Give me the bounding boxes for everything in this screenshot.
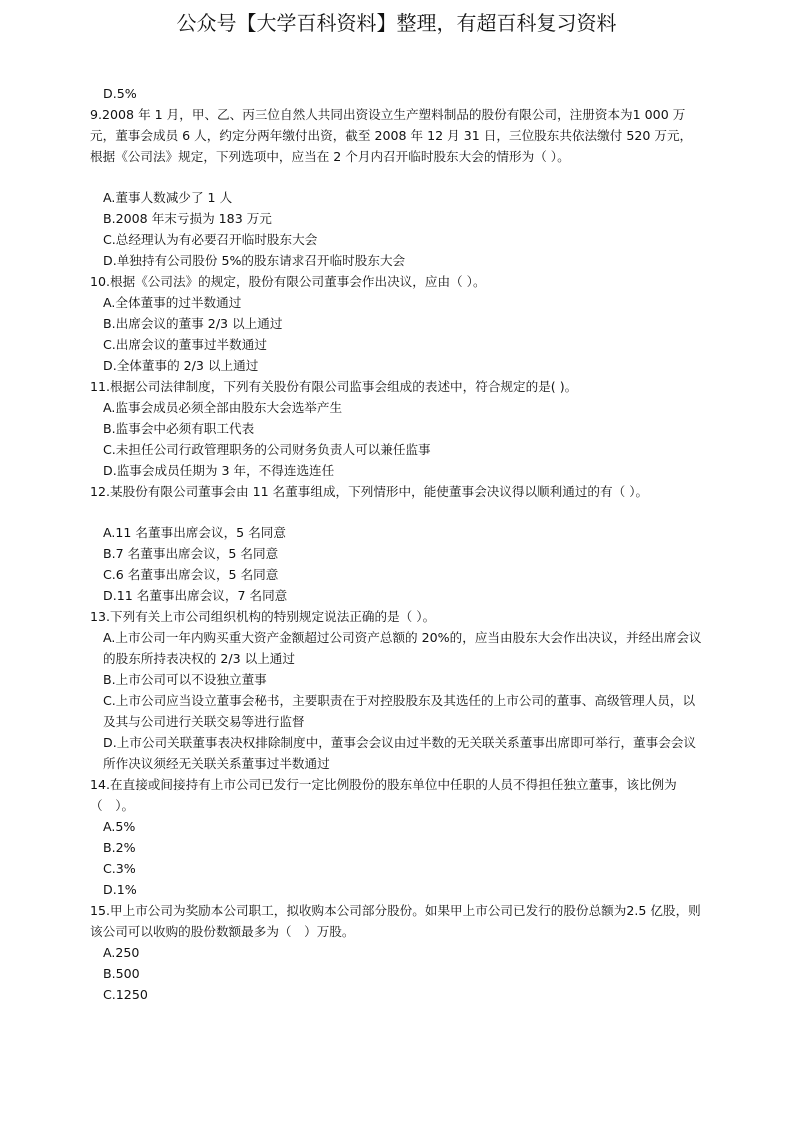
question-10-option-d: D.全体董事的 2/3 以上通过 xyxy=(103,358,259,373)
question-13-option-c: C.上市公司应当设立董事会秘书，主要职责在于对控股股东及其选任的上市公司的董事、高级管理人员，以及其与公司进行关联交易等进行监督 xyxy=(103,693,696,729)
question-12-option-d: D.11 名董事出席会议，7 名同意 xyxy=(103,588,288,603)
question-15-option-a: A.250 xyxy=(103,945,140,960)
question-9-option-a: A.董事人数减少了 1 人 xyxy=(103,190,233,205)
question-13-option-d: D.上市公司关联董事表决权排除制度中，董事会会议由过半数的无关联关系董事出席即可举行，董事会会议所作决议须经无关联关系董事过半数通过 xyxy=(103,735,697,771)
question-11-option-c: C.未担任公司行政管理职务的公司财务负责人可以兼任监事 xyxy=(103,442,431,457)
question-13-stem: 13.下列有关上市公司组织机构的特别规定说法正确的是（ ）。 xyxy=(90,609,436,624)
question-14-option-d: D.1% xyxy=(103,882,137,897)
question-13-option-a: A.上市公司一年内购买重大资产金额超过公司资产总额的 20%的，应当由股东大会作出决议，并经出席会议的股东所持表决权的 2/3 以上通过 xyxy=(103,630,702,666)
question-14-option-a: A.5% xyxy=(103,819,136,834)
question-14-option-b: B.2% xyxy=(103,840,136,855)
question-14-stem: 14.在直接或间接持有上市公司已发行一定比例股份的股东单位中任职的人员不得担任独立董事，该比例为（ ）。 xyxy=(90,777,677,813)
page-header: 公众号【大学百科资料】整理，有超百科复习资料 xyxy=(176,11,617,35)
question-11-option-a: A.监事会成员必须全部由股东大会选举产生 xyxy=(103,400,343,415)
question-15-option-b: B.500 xyxy=(103,966,140,981)
question-10-stem: 10.根据《公司法》的规定，股份有限公司董事会作出决议，应由（ ）。 xyxy=(90,274,486,289)
question-10-option-c: C.出席会议的董事过半数通过 xyxy=(103,337,267,352)
question-10-option-b: B.出席会议的董事 2/3 以上通过 xyxy=(103,316,283,331)
question-13-option-b: B.上市公司可以不设独立董事 xyxy=(103,672,267,687)
question-9-option-d: D.单独持有公司股份 5%的股东请求召开临时股东大会 xyxy=(103,253,406,268)
question-14-option-c: C.3% xyxy=(103,861,136,876)
question-9-option-b: B.2008 年末亏损为 183 万元 xyxy=(103,211,272,226)
question-10-option-a: A.全体董事的过半数通过 xyxy=(103,295,242,310)
question-15-option-c: C.1250 xyxy=(103,987,148,1002)
question-11-stem: 11.根据公司法律制度，下列有关股份有限公司监事会组成的表述中，符合规定的是( )。 xyxy=(90,379,578,394)
question-9-option-c: C.总经理认为有必要召开临时股东大会 xyxy=(103,232,318,247)
question-12-option-b: B.7 名董事出席会议，5 名同意 xyxy=(103,546,279,561)
question-12-option-c: C.6 名董事出席会议，5 名同意 xyxy=(103,567,279,582)
document-body xyxy=(90,83,702,1005)
question-11-option-d: D.监事会成员任期为 3 年，不得连选连任 xyxy=(103,463,335,478)
question-15-stem: 15.甲上市公司为奖励本公司职工，拟收购本公司部分股份。如果甲上市公司已发行的股份总额为2.5 亿股，则该公司可以收购的股份数额最多为（ ）万股。 xyxy=(90,903,701,939)
question-11-option-b: B.监事会中必须有职工代表 xyxy=(103,421,255,436)
option-d-prev: D.5% xyxy=(103,86,137,101)
question-9-stem: 9.2008 年 1 月，甲、乙、丙三位自然人共同出资设立生产塑料制品的股份有限公司，注册资本为1 000 万元，董事会成员 6 人，约定分两年缴付出资，截至 2008 年 12 月 31 日，三位股东共依法缴付 520 万元，根据《公司法》规定，下列选项中，应当在 2 个月内召开临时股东大会的情形为（ ）。 xyxy=(90,107,693,164)
question-12-stem: 12.某股份有限公司董事会由 11 名董事组成，下列情形中，能使董事会决议得以顺利通过的有（ ）。 xyxy=(90,484,649,499)
question-12-option-a: A.11 名董事出席会议，5 名同意 xyxy=(103,525,286,540)
